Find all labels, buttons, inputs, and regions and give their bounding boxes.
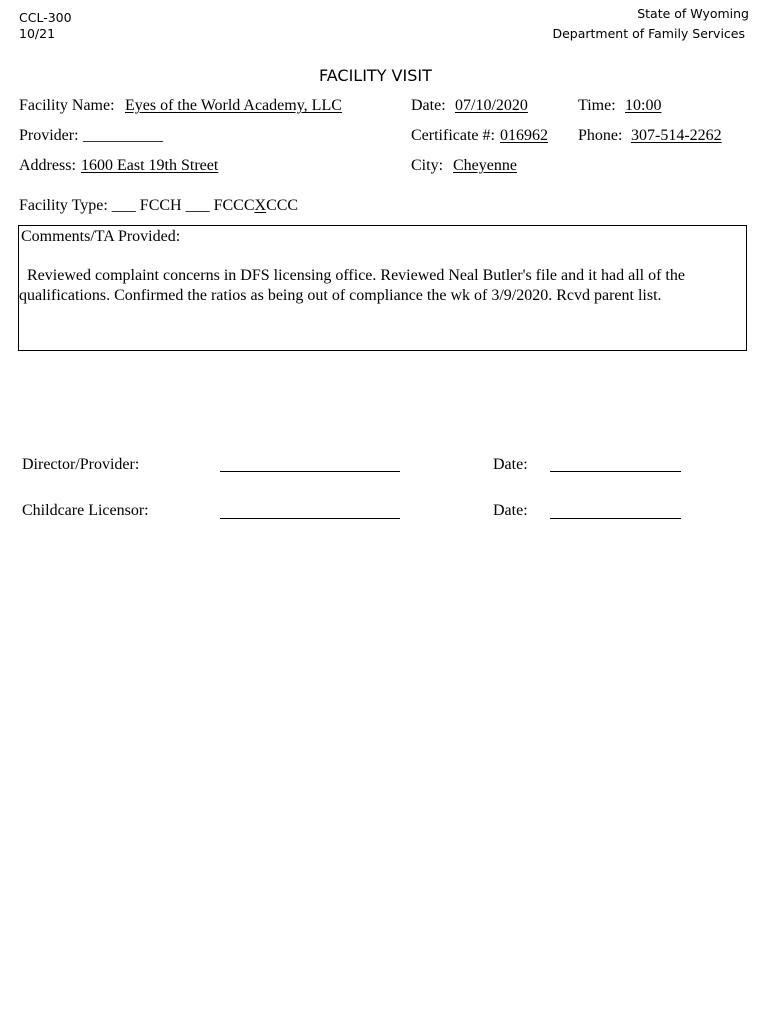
licensor-signature-label: Childcare Licensor: (22, 502, 149, 519)
certificate-label: Certificate #: (411, 127, 495, 144)
form-revision-date: 10/21 (19, 26, 56, 41)
agency-department: Department of Family Services (552, 26, 745, 41)
form-code: CCL-300 (19, 10, 72, 25)
page-title: FACILITY VISIT (319, 66, 432, 85)
provider-value: __________ (83, 127, 163, 144)
facility-type-mark-ccc: X (254, 197, 267, 214)
visit-date-label: Date: (411, 97, 446, 114)
visit-date-value: 07/10/2020 (455, 97, 528, 114)
licensor-date-label: Date: (493, 502, 528, 519)
address-label: Address: (19, 157, 76, 174)
comments-box (18, 225, 747, 351)
agency-state: State of Wyoming (637, 6, 749, 21)
director-signature-line (220, 471, 400, 472)
provider-label: Provider: (19, 127, 79, 144)
facility-type-blank-fcch: ___ (111, 197, 136, 214)
facility-type-fccc: FCCC (213, 197, 255, 214)
certificate-value: 016962 (500, 127, 548, 144)
facility-type-row (19, 196, 298, 216)
director-signature-label: Director/Provider: (22, 456, 140, 473)
city-label: City: (411, 157, 444, 174)
director-date-label: Date: (493, 456, 528, 473)
comments-label: Comments/TA Provided: (21, 228, 181, 245)
phone-value: 307-514-2262 (631, 127, 722, 144)
visit-time-label: Time: (578, 97, 616, 114)
comments-text-content: Reviewed complaint concerns in DFS licensing office. Reviewed Neal Butler's file and it had all of the qualifications. Confirmed the ratios as being out of compliance the wk of 3/9/2020. Rcvd parent list. (19, 267, 685, 304)
phone-label: Phone: (578, 127, 623, 144)
facility-type-blank-fccc: ___ (185, 197, 210, 214)
visit-time-value: 10:00 (625, 97, 662, 114)
address-value: 1600 East 19th Street (81, 157, 219, 174)
comments-text (19, 266, 744, 306)
licensor-signature-line (220, 518, 400, 519)
facility-type-label: Facility Type: (19, 197, 108, 214)
facility-type-ccc: CCC (266, 197, 299, 214)
facility-type-fcch: FCCH (139, 197, 182, 214)
facility-name-value: Eyes of the World Academy, LLC (125, 97, 342, 114)
director-date-line (550, 471, 681, 472)
facility-name-label: Facility Name: (19, 97, 115, 114)
city-value: Cheyenne (453, 157, 517, 174)
licensor-date-line (550, 518, 681, 519)
